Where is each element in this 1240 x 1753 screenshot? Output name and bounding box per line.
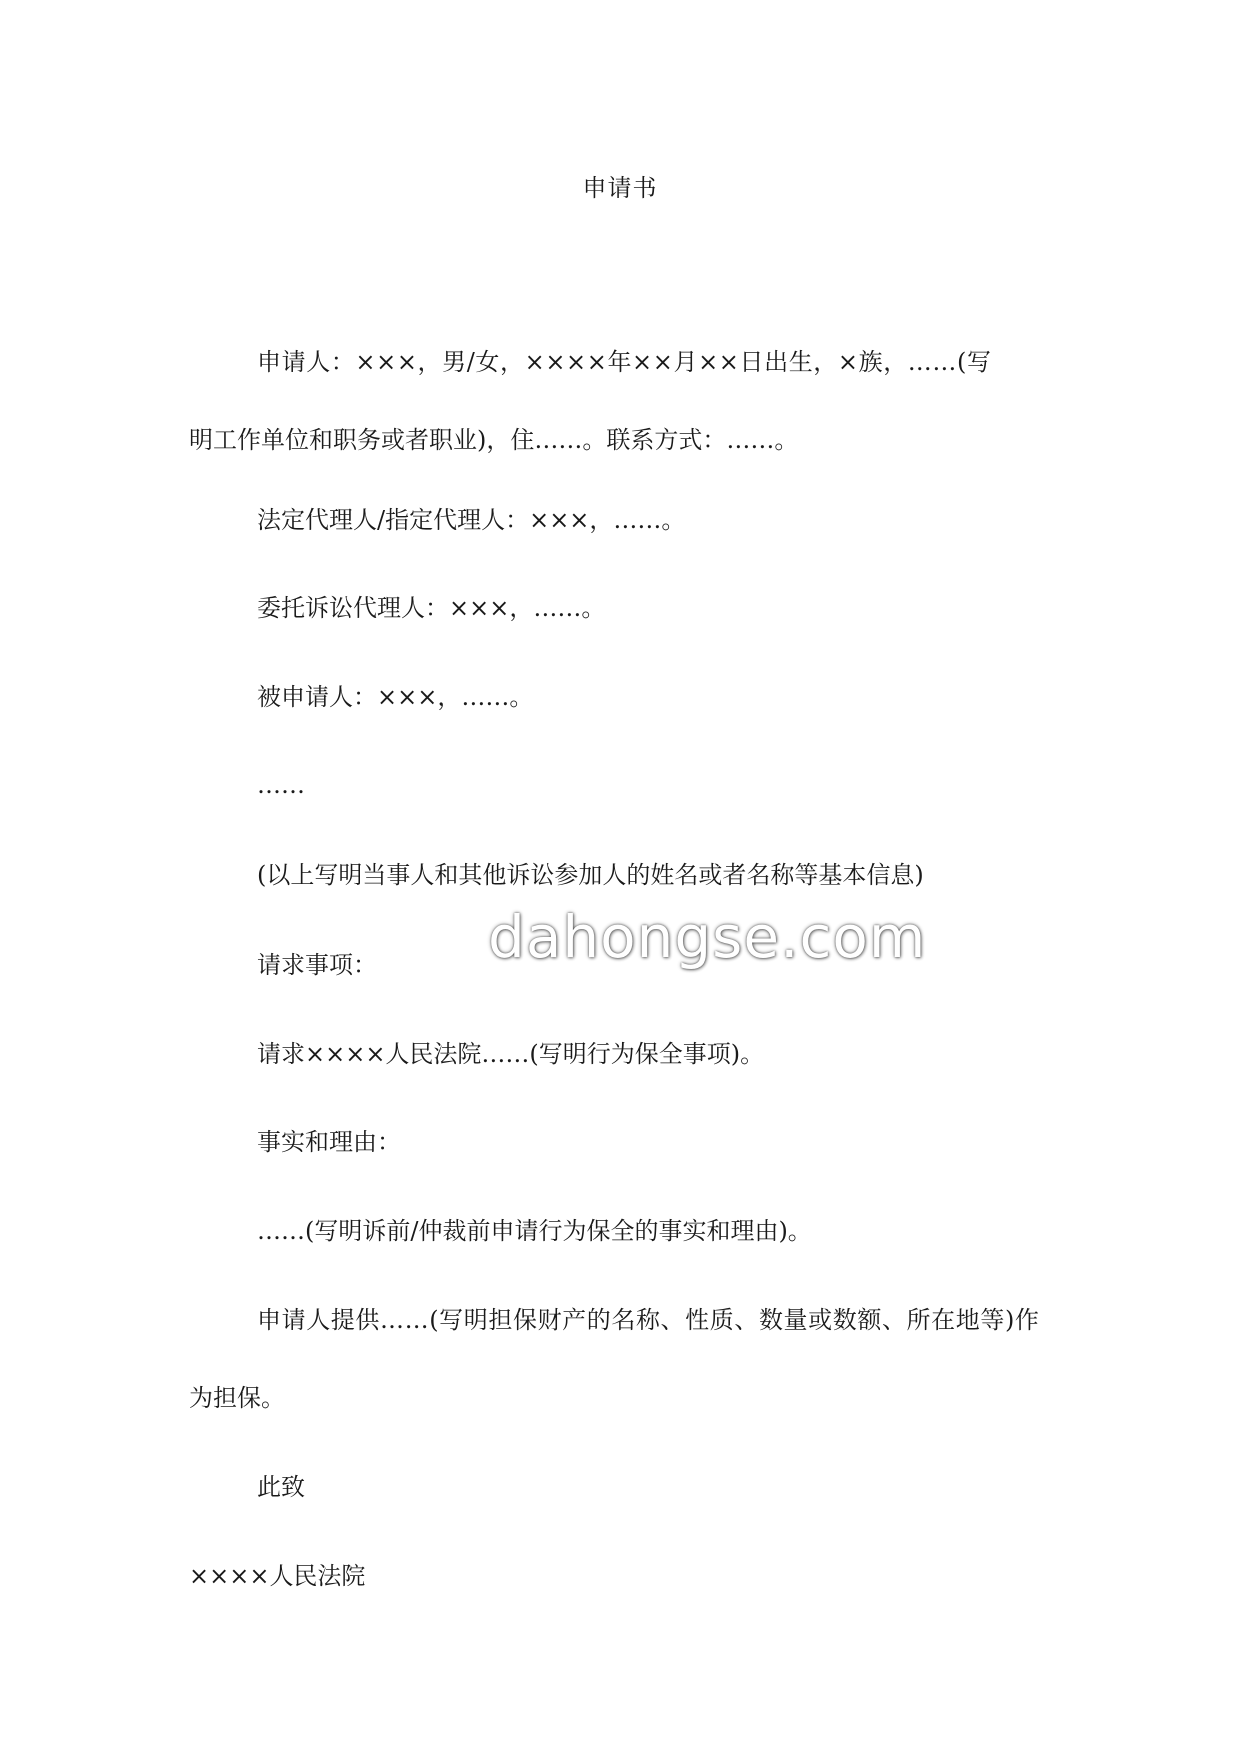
recipient-court: ××××人民法院	[189, 1562, 366, 1590]
legal-representative: 法定代理人/指定代理人：×××，……。	[257, 506, 686, 534]
parties-note: (以上写明当事人和其他诉讼参加人的姓名或者名称等基本信息)	[257, 861, 924, 889]
applicant-line-1: 申请人：×××，男/女，××××年××月××日出生，×族，……(写	[257, 348, 992, 376]
facts-heading: 事实和理由：	[257, 1128, 401, 1156]
ellipsis-line: ……	[257, 771, 305, 799]
facts-content: ……(写明诉前/仲裁前申请行为保全的事实和理由)。	[257, 1217, 812, 1245]
claims-content: 请求××××人民法院……(写明行为保全事项)。	[257, 1040, 765, 1068]
watermark: dahongse.com	[488, 903, 927, 971]
guarantee-line-2: 为担保。	[189, 1384, 285, 1412]
document-title: 申请书	[582, 174, 658, 202]
respondent: 被申请人：×××，……。	[257, 683, 534, 711]
applicant-line-2: 明工作单位和职务或者职业)，住……。联系方式：……。	[189, 426, 799, 454]
salutation: 此致	[257, 1473, 305, 1501]
claims-heading: 请求事项：	[257, 951, 377, 979]
entrusted-agent: 委托诉讼代理人：×××，……。	[257, 594, 606, 622]
guarantee-line-1: 申请人提供……(写明担保财产的名称、性质、数量或数额、所在地等)作	[257, 1306, 1040, 1334]
